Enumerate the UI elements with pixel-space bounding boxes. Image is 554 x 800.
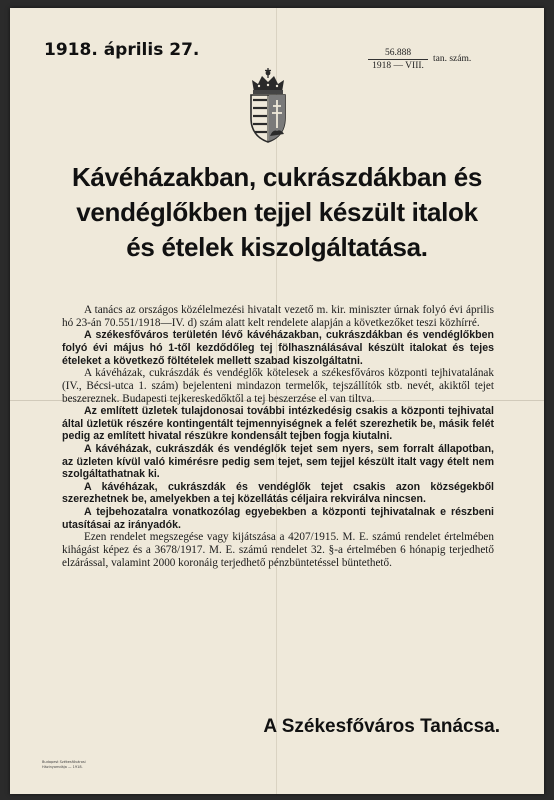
- registry-number-value: 56.888: [368, 48, 428, 60]
- notice-body: [62, 304, 494, 569]
- paragraph: A tanács az országos közélelmezési hivatalt vezető m. kir. miniszter úrnak folyó évi április hó 23-án 70.551/1918—IV. d) szám alatt kelt rendelete alapján a következőket teszi közhírré.: [62, 304, 494, 329]
- date-heading: 1918. április 27.: [44, 40, 200, 60]
- printer-imprint: [42, 760, 132, 770]
- registry-number-suffix: tan. szám.: [433, 54, 472, 64]
- title-line: Kávéházakban, cukrászdákban és: [71, 162, 483, 192]
- paragraph-bold: A tejbehozatalra vonatkozólag egyebekben a központi tejhivatalnak e részbeni utasításai az irányadók.: [62, 506, 494, 531]
- paragraph-bold: A kávéházak, cukrászdák és vendéglők tejet csakis azon községekből szerezhetnek be, amelyekben a tej közellátás céljaira rekvirálva nincsen.: [62, 480, 494, 506]
- paragraph: A kávéházak, cukrászdák és vendéglők kötelesek a székesfőváros központi tejhivatalának (IV., Bécsi-utca 1. szám) bejelenteni mindazon termelők, tejszállítók stb. nevét, akiktől tejet beszereznek. Budapesti tejkereskedőktől a tej beszerzése el van tiltva.: [62, 367, 494, 405]
- paragraph-bold: Az említett üzletek tulajdonosai további intézkedésig csakis a központi tejhivatal által üzletük részére kontingentált tejmennyiségnek a felét szerezhetik be, másik felét pedig az említett hivatal részükre kondensált tejben fogja kiutalni.: [62, 405, 494, 443]
- registry-number-year: 1918 — VIII.: [372, 61, 424, 71]
- title-line: és ételek kiszolgáltatása.: [126, 232, 428, 262]
- notice-title: [24, 160, 530, 265]
- poster-sheet: [10, 8, 544, 794]
- paragraph: Ezen rendelet megszegése vagy kijátszása a 4207/1915. M. E. számú rendelet értelmében kihágást képez és a 3678/1917. M. E. számú rendelet 32. §-a értelmében 6 hónapig terjedhető elzárással, valamint 2000 koronáig terjedhető pénzbüntetéssel büntethető.: [62, 531, 494, 569]
- paragraph-bold: A székesfőváros területén lévő kávéházakban, cukrászdákban és vendéglőkben folyó évi május hó 1-től kezdődőleg tej fölhasználásával készült italokat és tejes ételeket a következő föltételek mellett szabad kiszolgáltatni.: [62, 329, 494, 367]
- title-line: vendéglőkben tejjel készült italok: [76, 197, 478, 227]
- printer-line: Budapest Székesfővárosi: [42, 760, 86, 764]
- hungarian-coat-of-arms-icon: [246, 66, 290, 144]
- registry-number: [368, 48, 428, 71]
- printer-line: Házinyomdája — 1918.: [42, 765, 83, 769]
- paragraph-bold: A kávéházak, cukrászdák és vendéglők tejet sem nyers, sem forralt állapotban, az üzleten kívül való kimérésre pedig sem tejet, sem tejjel készült italt vagy ételt nem szolgáltathatnak ki.: [62, 443, 494, 481]
- signature: A Székesfőváros Tanácsa.: [263, 716, 500, 737]
